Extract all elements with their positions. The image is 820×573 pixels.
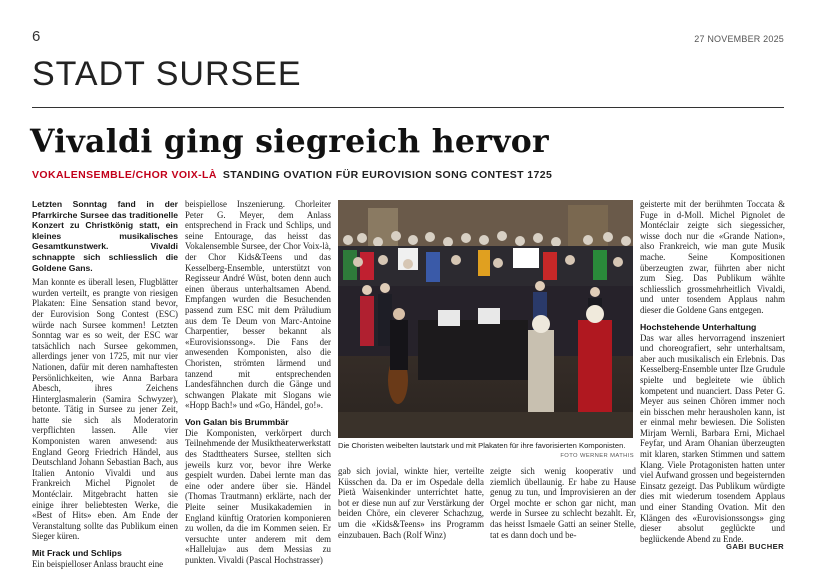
section-divider [32,107,784,108]
section-title: STADT SURSEE [32,55,302,93]
article-headline: Vivaldi ging siegreich hervor [30,123,549,160]
page-number: 6 [32,28,41,45]
concert-photo-image [338,200,633,438]
column-4 [490,466,636,566]
column-2 [185,199,331,565]
photo-caption: Die Choristen weibelten lautstark und mit Plakaten für ihre favorisierten Komponisten. [338,441,626,450]
body-text: zeigte sich wenig kooperativ und ziemlich übellaunig. Er habe zu Hause genug zu tun, und Improvisieren an der Orgel mochte er schon gar nicht, man werde in Sursee zu schlecht bezahlt. Er, das heisst Ismaele Gatti an seiner Stelle, tat es dann doch und be- [490,466,636,540]
article-photo [338,200,633,438]
body-text: beispiellose Inszenierung. Chorleiter Peter G. Meyer, dem Anlass entsprechend in Frack und Schlips, und seine Entourage, das heisst das Vokalensemble Sursee, der Chor Voix-là, der Chor Kids&Teens und das Kesselberg-Ensemble, unterstützt von Regisseur André Wüst, boten denn auch einen überaus unterhaltsamen Abend. Empfangen wurden die Besuchenden passend zum ESC mit dem Präludium aus dem Te Deum von Marc-Antoine Charpentier, besser bekannt als «Eurovisionssong». Die Fans der anwesenden Komponisten, also die Choristen, strömten lärmend und tanzend mit entsprechenden Landesfähnchen durch die Gänge und schwangen Plakate mit Slogans wie «Hopp Bach!» und «Go, Händel, go!». [185,199,331,411]
column-1 [32,199,178,569]
body-text: Das war alles hervorragend inszeniert und choreografiert, sehr unterhaltsam, aber auch musikalisch ein Erlebnis. Das Kesselberg-Ensemble unter Ilze Grudule spielte und begleitete wie üblich kompetent und nuanciert. Dass Peter G. Meyer aus seinen Chören immer noch ein bisschen mehr herausholen kann, ist er einmal mehr bewiesen. Die Solisten Mirjam Wernli, Barbara Erni, Michael Feyfar, und Aram Ohanian überzeugten mit klaren, starken Stimmen und sattem Klang. Viele Protagonisten hatten unter viel Aufwand grossen und begeisternden Einsatz gezeigt. Das Publikum würdigte dies mit wiederum tosendem Applaus und einer Standing Ovation. Mit den Klängen des «Eurovisionssongs» ging dieser absolut geglückte und beglückende Abend zu Ende. [640,332,785,544]
issue-date: 27 NOVEMBER 2025 [694,34,784,44]
column-5 [640,199,785,559]
body-text: Man konnte es überall lesen, Flugblätter wurden verteilt, es prangte von riesigen Plakaten: Eine Sensation stand bevor, der Eurovision Song Contest (ESC) würde nach Sursee kommen! Letzten Sonntag war es so weit, der ESC war tatsächlich nach Sursee gekommen, allerdings jener von 1725, mit nur vier Nationen, dafür mit deren namhaftesten Persönlichkeiten, wie Anna Barbara Abesch, ihres Zeichens Hinterglasmalerin (Samira Schwyzer), betonte. Tätig in Sursee zu jener Zeit, hatte sie sich als Moderatorin verpflichten lassen. Alle vier Komponisten waren anwesend: aus England Georg Friedrich Händel, aus Deutschland Johann Sebastian Bach, aus Italien Antonio Vivaldi und aus Frankreich Michel Pignolet de Montéclair. Mitgebracht hatten sie einige ihrer beliebtesten Werke, die «Best of Hits» eben. Am Ende der Veranstaltung sollte das Publikum einen Sieger küren. [32,277,178,542]
photo-credit: FOTO WERNER MATHIS [560,453,634,459]
subheading: Von Galan bis Brummbär [185,416,289,427]
article-kicker [32,169,552,181]
article-author: GABI BUCHER [726,542,784,551]
body-text: Ein beispielloser Anlass braucht eine [32,559,164,569]
column-3 [338,466,484,566]
body-text: geisterte mit der berühmten Toccata & Fuge in d-Moll. Michel Pignolet de Montéclair zeigte sich siegessicher, wisse doch nur die «Grande Nation», also Frankreich, wie man gute Musik mache. Seine Kompositionen überzeugten zwar, führten aber nicht zum Sieg. Das Publikum wählte schliesslich grossmehrheitlich Vivaldi, und unter tosendem Applaus nahm dieser die Goldene Gans entgegen. [640,199,785,315]
kicker-topic: STANDING OVATION FÜR EUROVISION SONG CONTEST 1725 [222,169,553,181]
subheading: Hochstehende Unterhaltung [640,321,757,332]
body-text: gab sich jovial, winkte hier, verteilte Küsschen da. Da er im Ospedale della Pietà Waisenkinder unterrichtet hatte, bot er diese nun auf zur Verstärkung der beiden Chöre, ein cleverer Schachzug, um die «Kids&Teens» ins Programm einzubauen. Bach (Rolf Winz) [338,466,484,540]
body-text: Die Komponisten, verkörpert durch Teilnehmende der Musiktheaterwerkstatt des Stadttheaters Sursee, stellten sich jeweils kurz vor, bevor ihre Werke gespielt wurden. Dabei lernte man das eine oder andere über sie. Händel (Thomas Trautmann) erklärte, nach der Pleite seiner Musikakademien in England künftig Oratorien komponieren zu wollen, da die im Kommen seien. Er versuchte unter anderem mit dem «Halleluja» aus dem Messias zu punkten. Vivaldi (Pascal Hochstrasser) [185,427,331,565]
article-lead: Letzten Sonntag fand in der Pfarrkirche Sursee das traditionelle Konzert zu Christkönig statt, ein kleines musikalisches Gesamtkunstwerk. Vivaldi schnappte sich schliesslich die Goldene Gans. [32,199,178,273]
subheading: Mit Frack und Schlips [32,548,122,558]
kicker-ensemble: VOKALENSEMBLE/CHOR VOIX-LÀ [32,169,217,181]
